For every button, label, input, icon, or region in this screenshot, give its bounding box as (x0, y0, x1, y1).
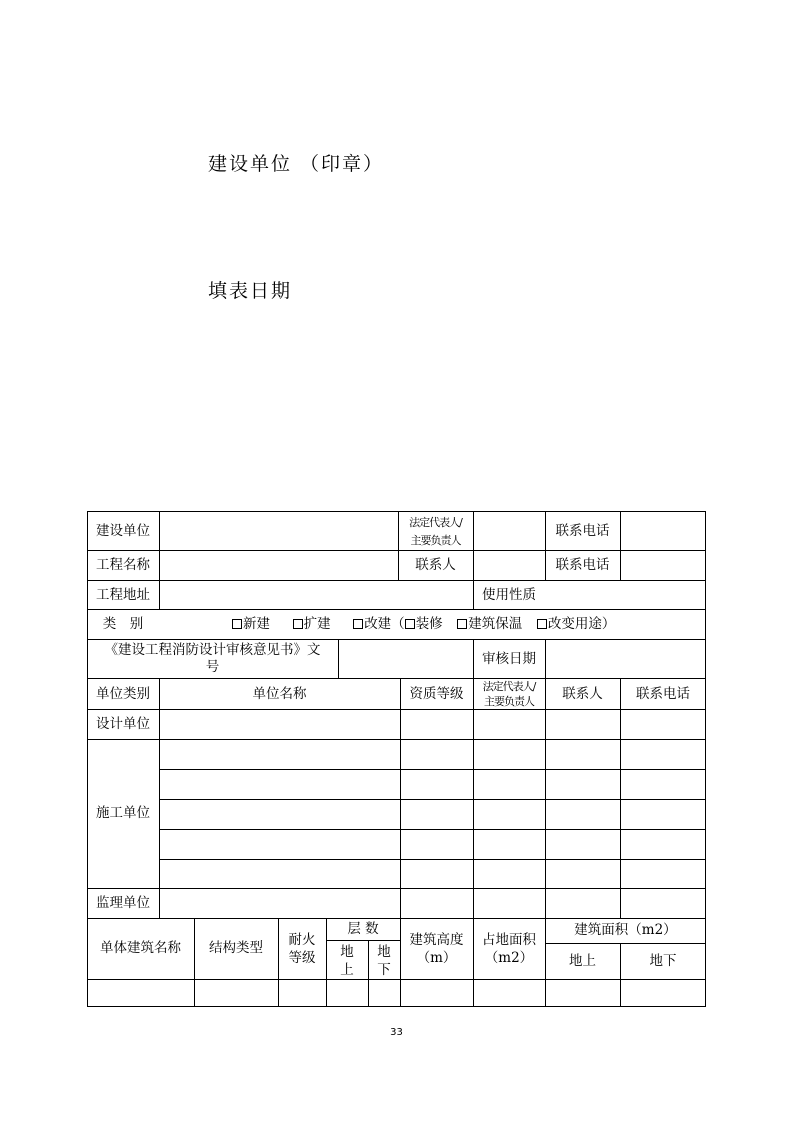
label-below-ground-1: 地 (377, 944, 391, 960)
label-legal-rep: 法定代表人/ (409, 516, 462, 529)
label-unit-name: 单位名称 (252, 686, 307, 702)
label-area-above: 地上 (569, 953, 596, 969)
label-construction-unit: 建设单位 (96, 523, 150, 539)
label-review-date: 审核日期 (482, 651, 536, 667)
heading-construction-unit-seal: 建设单位 （印章） (208, 153, 385, 175)
page-number: 33 (390, 1027, 403, 1038)
label-above-ground-1: 地 (340, 944, 354, 960)
label-below-ground-2: 下 (377, 962, 391, 978)
label-category: 类 别 (102, 616, 144, 632)
label-design-unit: 设计单位 (96, 716, 150, 732)
label-project-name: 工程名称 (96, 557, 150, 573)
label-building-height-unit: （m） (416, 950, 457, 966)
label-main-responsible: 主要负责人 (410, 534, 461, 547)
label-contact-person-2: 联系人 (562, 686, 603, 702)
label-qualification: 资质等级 (409, 686, 464, 702)
checkbox-expand[interactable] (293, 619, 303, 629)
label-land-area-unit: （m2） (484, 950, 534, 966)
label-project-address: 工程地址 (96, 587, 150, 603)
label-construction-contractor: 施工单位 (96, 805, 150, 821)
label-contact-phone-3: 联系电话 (636, 686, 690, 702)
label-contact-phone-2: 联系电话 (555, 557, 610, 573)
label-contact-phone-1: 联系电话 (555, 523, 610, 539)
label-review-opinion: 《建设工程消防设计审核意见书》文 (104, 642, 321, 658)
label-above-ground-2: 上 (340, 962, 354, 978)
label-fire-resistance: 耐火 (288, 932, 316, 948)
checkbox-rebuild[interactable] (353, 619, 363, 629)
label-unit-type: 单位类别 (96, 686, 150, 702)
label-legal-rep-2: 法定代表人/ (482, 680, 536, 693)
checkbox-insulation[interactable] (457, 619, 467, 629)
checkbox-decoration[interactable] (405, 619, 415, 629)
label-land-area: 占地面积 (482, 932, 536, 948)
label-building-name: 单体建筑名称 (100, 940, 181, 956)
checkbox-new[interactable] (232, 619, 242, 629)
label-floor-area: 建筑面积（m2） (574, 922, 677, 938)
checkbox-change-use[interactable] (537, 619, 547, 629)
label-contact-person: 联系人 (415, 557, 456, 573)
label-area-below: 地下 (649, 953, 677, 969)
label-review-opinion-no: 号 (205, 659, 220, 675)
label-main-responsible-2: 主要负责人 (484, 695, 534, 708)
label-supervision-unit: 监理单位 (96, 895, 150, 911)
label-fire-resistance-grade: 等级 (288, 950, 316, 966)
category-options: 新建 扩建 改建（ 装修 建筑保温 改变用途） (232, 616, 615, 632)
label-usage-nature: 使用性质 (482, 587, 536, 603)
heading-fill-date: 填表日期 (208, 280, 293, 302)
label-building-height: 建筑高度 (409, 932, 464, 948)
label-structure-type: 结构类型 (209, 940, 263, 956)
label-floor-count: 层 数 (347, 921, 379, 937)
